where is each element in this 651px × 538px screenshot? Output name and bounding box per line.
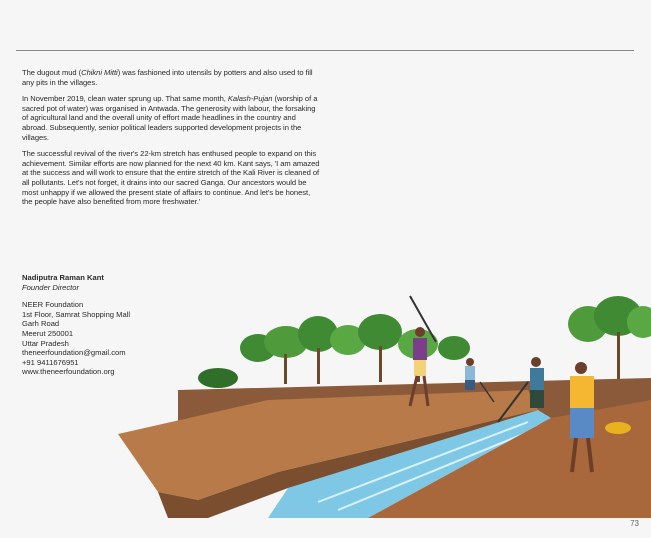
address-line: Garh Road: [22, 319, 60, 329]
top-divider: [16, 50, 634, 51]
paragraph-2: In November 2019, clean water sprung up. That same month, Kalash-Pujan (worship of a sacred pot of water) was organised in Antwada. The generosity with labour, the forsaking of agricultural land and the overall unity of effort made headlines in the country and abroad. Subsequently, senior political leaders supported development projects in the villages.: [22, 94, 318, 142]
phone-number: +91 9411676951: [22, 357, 79, 367]
page-number: 73: [630, 519, 639, 528]
river-digging-illustration: [118, 282, 651, 518]
email-link[interactable]: theneerfoundation@gmail.com: [22, 348, 126, 358]
paragraph-1: The dugout mud (Chikni Mitti) was fashioned into utensils by potters and also used to fill any pits in the villages.: [22, 68, 313, 87]
address-line: Uttar Pradesh: [22, 338, 69, 348]
website-link[interactable]: www.theneerfoundation.org: [22, 367, 115, 377]
author-name: Nadiputra Raman Kant: [22, 273, 104, 282]
address-line: 1st Floor, Samrat Shopping Mall: [22, 309, 131, 319]
address-line: NEER Foundation: [22, 300, 84, 310]
paragraph-3: The successful revival of the river's 22-km stretch has enthused people to expand on this achievement. Similar efforts are now planned for the next 40 km. Kant says, 'I am amazed at the success and will work to ensure that the entire stretch of the Kali River is cleaned of all pollutants. Let's not forget, it drains into our sacred Ganga. Our ancestors would be most unhappy if we allowed the present state of affairs to continue. And let's be honest, the people have also benefited from more freshwater.': [22, 149, 320, 207]
article-body: [22, 68, 322, 214]
author-title: Founder Director: [22, 282, 79, 292]
address-line: Meerut 250001: [22, 328, 74, 338]
